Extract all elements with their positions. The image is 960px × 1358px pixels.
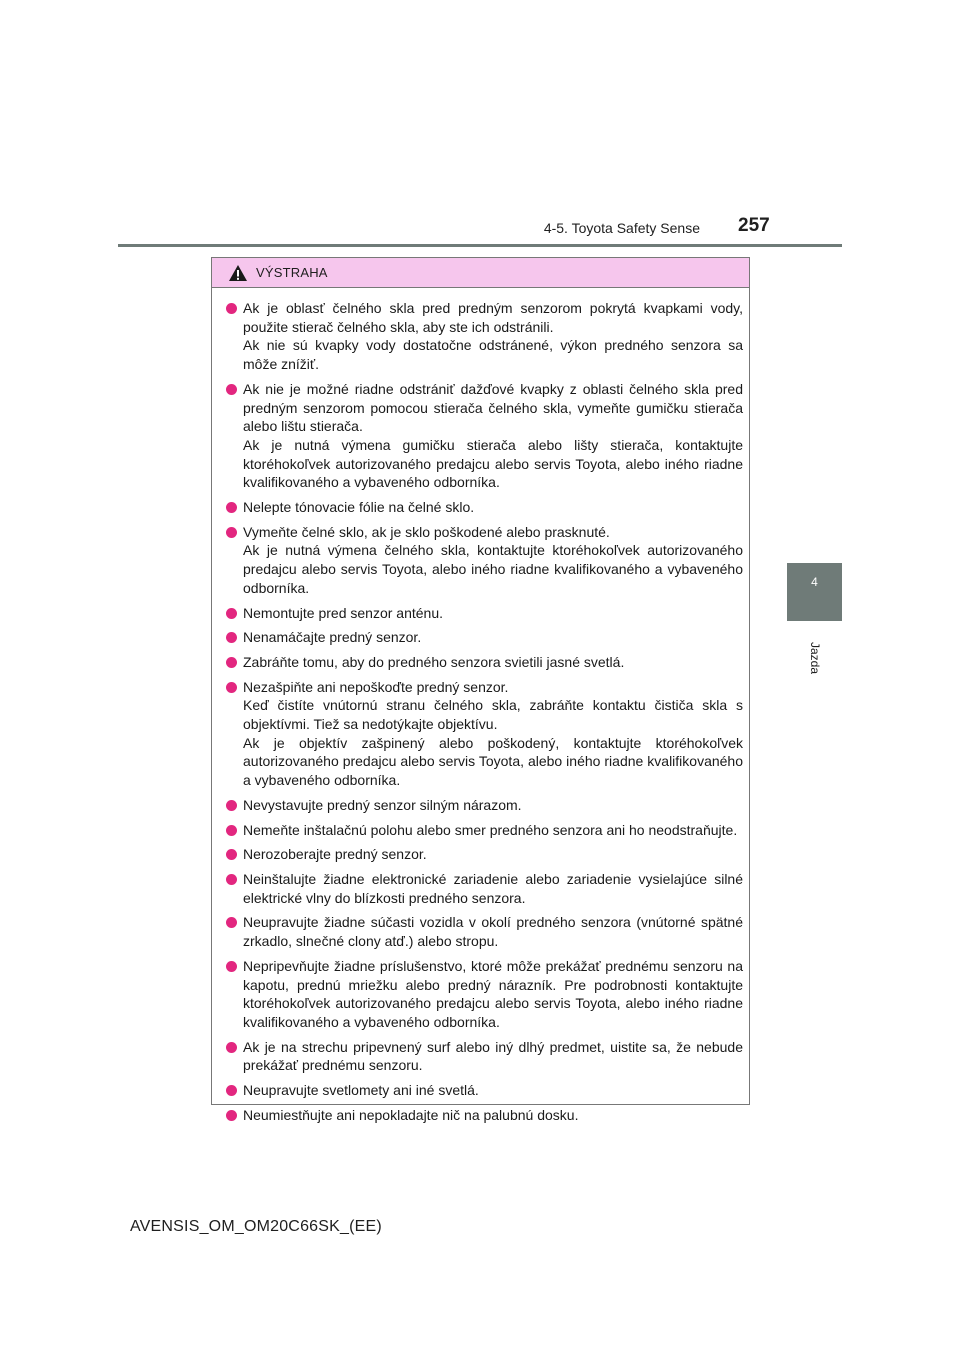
warning-item-text: Nenamáčajte predný senzor. bbox=[243, 629, 422, 646]
warning-item-text: Ak nie sú kvapky vody dostatočne odstránené, výkon predného senzora sa môže znížiť. bbox=[243, 337, 743, 373]
warning-item-text: Nezašpiňte ani nepoškoďte predný senzor. bbox=[243, 678, 509, 695]
bullet-icon bbox=[226, 1110, 237, 1121]
chapter-title: Jazda bbox=[808, 641, 822, 675]
bullet-icon bbox=[226, 874, 237, 885]
bullet-icon bbox=[226, 917, 237, 928]
warning-item bbox=[225, 604, 743, 623]
bullet-icon bbox=[226, 502, 237, 513]
warning-item bbox=[225, 1106, 743, 1125]
warning-item-text: Ak je oblasť čelného skla pred predným senzorom pokrytá kvapkami vody, použite stierač čelného skla, aby ste ich odstránili. bbox=[243, 300, 743, 335]
warning-item bbox=[225, 498, 743, 517]
warning-item-text: Nemeňte inštalačnú polohu alebo smer predného senzora ani ho neodstraňujte. bbox=[243, 821, 738, 838]
bullet-icon bbox=[226, 825, 237, 836]
bullet-icon bbox=[226, 800, 237, 811]
warning-item-text: Neupravujte svetlomety ani iné svetlá. bbox=[243, 1082, 479, 1099]
warning-item bbox=[225, 845, 743, 864]
bullet-icon bbox=[226, 632, 237, 643]
warning-item bbox=[225, 870, 743, 907]
warning-item bbox=[225, 523, 743, 598]
warning-item bbox=[225, 1081, 743, 1100]
warning-item-text: Ak je objektív zašpinený alebo poškodený, kontaktujte ktoréhokoľvek autorizovaného predajcu alebo servis Toyota, alebo iného riadne kvalifikovaného a vybaveného odborníka. bbox=[243, 734, 743, 789]
bullet-icon bbox=[226, 303, 237, 314]
warning-item bbox=[225, 299, 743, 374]
warning-item-text: Ak je nutná výmena čelného skla, kontaktujte ktoréhokoľvek autorizovaného predajcu alebo servis Toyota, alebo iného riadne kvalifikovaného a vybaveného odborníka. bbox=[243, 542, 743, 596]
bullet-icon bbox=[226, 682, 237, 693]
warning-item bbox=[225, 821, 743, 840]
bullet-icon bbox=[226, 1085, 237, 1096]
warning-item bbox=[225, 913, 743, 950]
warning-item bbox=[225, 653, 743, 672]
warning-item-text: Ak je na strechu pripevnený surf alebo iný dlhý predmet, uistite sa, že nebude prekážať prednému senzoru. bbox=[243, 1038, 743, 1074]
warning-header bbox=[212, 258, 749, 288]
warning-title: VÝSTRAHA bbox=[256, 265, 328, 280]
warning-triangle-icon bbox=[228, 264, 248, 282]
warning-item-text: Nerozoberajte predný senzor. bbox=[243, 846, 427, 863]
warning-item bbox=[225, 1038, 743, 1075]
header-rule bbox=[118, 244, 842, 247]
page-number: 257 bbox=[738, 215, 770, 236]
warning-list bbox=[212, 288, 749, 1124]
warning-item-text: Vymeňte čelné sklo, ak je sklo poškodené alebo prasknuté. bbox=[243, 523, 610, 540]
warning-item-text: Ak nie je možné riadne odstrániť dažďové kvapky z oblasti čelného skla pred predným senzorom pomocou stierača čelného skla, vymeňte gumičku stierača alebo lištu stierača. bbox=[243, 380, 743, 435]
warning-item-text: Nepripevňujte žiadne príslušenstvo, ktoré môže prekážať prednému senzoru na kapotu, prednú mriežku alebo predný nárazník. Pre podrobnosti kontaktujte ktoréhokoľvek autorizovaného predajcu alebo servis Toyota, alebo iného riadne kvalifikovaného a vybaveného odborníka. bbox=[243, 957, 743, 1030]
warning-item-text: Neinštalujte žiadne elektronické zariadenie alebo zariadenie vysielajúce silné elektrické vlny do blízkosti predného senzora. bbox=[243, 870, 743, 906]
warning-item-text: Nelepte tónovacie fólie na čelné sklo. bbox=[243, 499, 475, 516]
bullet-icon bbox=[226, 608, 237, 619]
warning-item-text: Nemontujte pred senzor anténu. bbox=[243, 604, 444, 621]
bullet-icon bbox=[226, 527, 237, 538]
warning-item bbox=[225, 380, 743, 492]
warning-item bbox=[225, 678, 743, 790]
bullet-icon bbox=[226, 961, 237, 972]
warning-box bbox=[211, 257, 750, 1123]
warning-item-text: Zabráňte tomu, aby do predného senzora svietili jasné svetlá. bbox=[243, 653, 625, 670]
warning-item bbox=[225, 796, 743, 815]
bullet-icon bbox=[226, 657, 237, 668]
bullet-icon bbox=[226, 849, 237, 860]
warning-item bbox=[225, 957, 743, 1032]
warning-item bbox=[225, 628, 743, 647]
warning-item-text: Neumiestňujte ani nepokladajte nič na palubnú dosku. bbox=[243, 1106, 579, 1123]
bullet-icon bbox=[226, 384, 237, 395]
bullet-icon bbox=[226, 1042, 237, 1053]
warning-item-text: Nevystavujte predný senzor silným nárazom. bbox=[243, 796, 522, 813]
running-header-section: 4-5. Toyota Safety Sense bbox=[543, 220, 700, 236]
warning-item-text: Keď čistíte vnútornú stranu čelného skla, zabráňte kontaktu čističa skla s objektívmi. Tiež sa nedotýkajte objektívu. bbox=[243, 697, 743, 733]
warning-item-text: Ak je nutná výmena gumičku stierača alebo lišty stierača, kontaktujte ktoréhokoľvek autorizovaného predajcu alebo servis Toyota, alebo iného riadne kvalifikovaného a vybaveného odborníka. bbox=[243, 436, 743, 491]
manual-code: AVENSIS_OM_OM20C66SK_(EE) bbox=[130, 1218, 382, 1235]
chapter-number: 4 bbox=[811, 575, 818, 589]
warning-item-text: Neupravujte žiadne súčasti vozidla v okolí predného senzora (vnútorné spätné zrkadlo, slnečné clony atď.) alebo stropu. bbox=[243, 914, 743, 950]
